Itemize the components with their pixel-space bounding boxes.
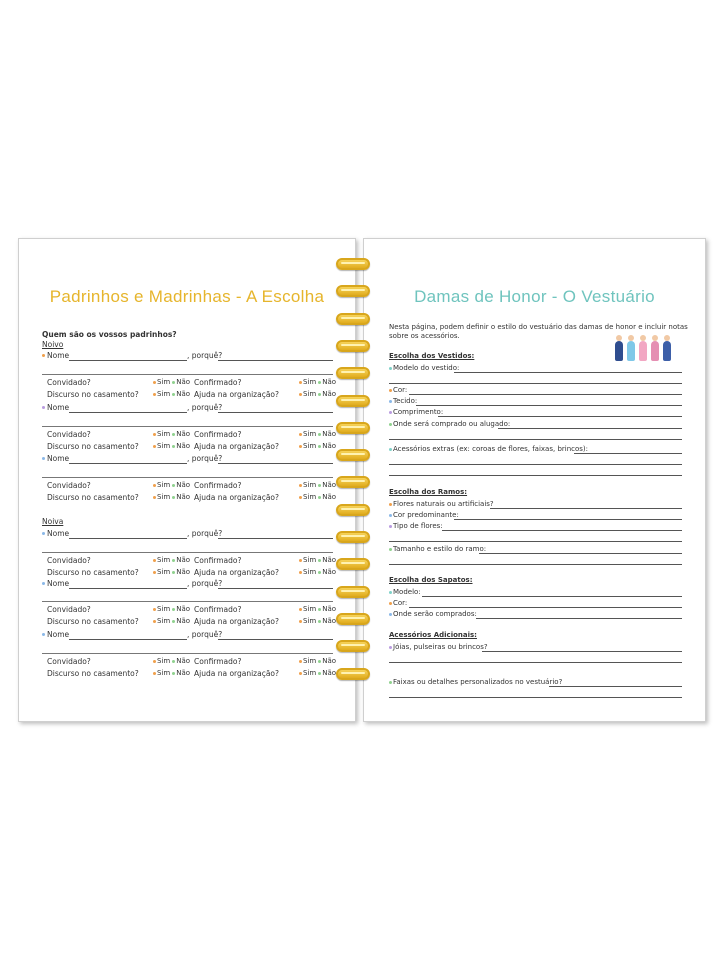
convidado-options	[153, 556, 190, 565]
dress-icon	[615, 341, 623, 361]
confirmado-options	[299, 378, 336, 387]
radio-icon[interactable]	[153, 445, 156, 448]
radio-icon[interactable]	[172, 393, 175, 396]
discurso-label: Discurso no casamento?	[47, 390, 139, 399]
sim-option[interactable]: Sim	[303, 568, 317, 576]
radio-icon[interactable]	[299, 381, 302, 384]
radio-icon[interactable]	[172, 445, 175, 448]
discurso-label: Discurso no casamento?	[47, 617, 139, 626]
confirmado-label: Confirmado?	[194, 481, 242, 490]
nao-option[interactable]: Não	[176, 617, 191, 625]
radio-icon[interactable]	[318, 559, 321, 562]
discurso-options	[153, 442, 190, 451]
radio-icon[interactable]	[172, 484, 175, 487]
item-bullet-icon	[389, 613, 392, 616]
input-line[interactable]	[442, 530, 682, 531]
sim-option[interactable]: Sim	[303, 556, 317, 564]
input-line[interactable]	[409, 607, 682, 608]
nao-option[interactable]: Não	[322, 657, 337, 665]
name-bullet-icon	[42, 406, 45, 409]
radio-icon[interactable]	[153, 496, 156, 499]
dress-icon	[639, 341, 647, 361]
separator-line	[42, 426, 333, 427]
spiral-ring-icon	[336, 449, 370, 461]
input-line[interactable]	[476, 618, 682, 619]
nao-option[interactable]: Não	[322, 481, 337, 489]
spiral-ring-icon	[336, 285, 370, 297]
radio-icon[interactable]	[172, 433, 175, 436]
field-label: Tipo de flores:	[393, 522, 443, 530]
radio-icon[interactable]	[299, 608, 302, 611]
convidado-options	[153, 430, 190, 439]
porque-field[interactable]	[218, 412, 333, 413]
radio-icon[interactable]	[318, 608, 321, 611]
porque-field[interactable]	[218, 360, 333, 361]
radio-icon[interactable]	[299, 496, 302, 499]
discurso-options	[153, 493, 190, 502]
sim-option[interactable]: Sim	[157, 481, 171, 489]
ajuda-options	[299, 568, 336, 577]
radio-icon[interactable]	[172, 620, 175, 623]
separator-line	[42, 374, 333, 375]
field-label: Cor predominante:	[393, 511, 459, 519]
confirmado-label: Confirmado?	[194, 378, 242, 387]
name-bullet-icon	[42, 633, 45, 636]
radio-icon[interactable]	[299, 660, 302, 663]
item-bullet-icon	[389, 591, 392, 594]
name-label: Nome	[47, 351, 70, 360]
radio-icon[interactable]	[172, 660, 175, 663]
spiral-ring-icon	[336, 640, 370, 652]
ajuda-label: Ajuda na organização?	[194, 442, 279, 451]
spiral-ring-icon	[336, 504, 370, 516]
input-line[interactable]	[389, 564, 682, 565]
spiral-ring-icon	[336, 613, 370, 625]
radio-icon[interactable]	[172, 559, 175, 562]
sim-option[interactable]: Sim	[303, 617, 317, 625]
confirmado-label: Confirmado?	[194, 657, 242, 666]
spiral-ring-icon	[336, 313, 370, 325]
item-bullet-icon	[389, 514, 392, 517]
name-field[interactable]	[69, 639, 187, 640]
ajuda-options	[299, 442, 336, 451]
discurso-options	[153, 568, 190, 577]
nao-option[interactable]: Não	[322, 378, 337, 386]
name-label: Nome	[47, 403, 70, 412]
acessorios-heading: Acessórios Adicionais:	[389, 631, 477, 639]
radio-icon[interactable]	[318, 496, 321, 499]
ajuda-label: Ajuda na organização?	[194, 390, 279, 399]
name-label: Nome	[47, 454, 70, 463]
radio-icon[interactable]	[153, 484, 156, 487]
spiral-ring-icon	[336, 586, 370, 598]
radio-icon[interactable]	[299, 433, 302, 436]
radio-icon[interactable]	[299, 571, 302, 574]
convidado-label: Convidado?	[47, 481, 91, 490]
input-line[interactable]	[389, 697, 682, 698]
spiral-ring-icon	[336, 258, 370, 270]
padrinhos-question: Quem são os vossos padrinhos?	[42, 330, 177, 339]
field-label: Flores naturais ou artificiais?	[393, 500, 494, 508]
sim-option[interactable]: Sim	[157, 669, 171, 677]
field-label: Comprimento:	[393, 408, 444, 416]
nao-option[interactable]: Não	[176, 556, 191, 564]
radio-icon[interactable]	[318, 433, 321, 436]
nao-option[interactable]: Não	[322, 568, 337, 576]
input-line[interactable]	[389, 464, 682, 465]
field-label: Modelo:	[393, 588, 421, 596]
separator-line	[42, 653, 333, 654]
dress-icon	[663, 341, 671, 361]
radio-icon[interactable]	[318, 445, 321, 448]
name-field[interactable]	[69, 360, 187, 361]
spiral-ring-icon	[336, 395, 370, 407]
porque-field[interactable]	[218, 538, 333, 539]
confirmado-options	[299, 556, 336, 565]
sim-option[interactable]: Sim	[157, 556, 171, 564]
sim-option[interactable]: Sim	[303, 378, 317, 386]
radio-icon[interactable]	[299, 445, 302, 448]
separator-line	[42, 601, 333, 602]
item-bullet-icon	[389, 411, 392, 414]
vestidos-heading: Escolha dos Vestidos:	[389, 352, 475, 360]
group-heading-noivo: Noivo	[42, 340, 64, 349]
nao-option[interactable]: Não	[322, 669, 337, 677]
convidado-label: Convidado?	[47, 430, 91, 439]
ajuda-label: Ajuda na organização?	[194, 493, 279, 502]
item-bullet-icon	[389, 367, 392, 370]
nao-option[interactable]: Não	[322, 430, 337, 438]
discurso-label: Discurso no casamento?	[47, 442, 139, 451]
input-line[interactable]	[389, 383, 682, 384]
radio-icon[interactable]	[318, 672, 321, 675]
sim-option[interactable]: Sim	[157, 568, 171, 576]
sapatos-heading: Escolha dos Sapatos:	[389, 576, 473, 584]
nao-option[interactable]: Não	[176, 481, 191, 489]
discurso-options	[153, 669, 190, 678]
dress-icon	[651, 341, 659, 361]
nao-option[interactable]: Não	[322, 605, 337, 613]
input-line[interactable]	[549, 686, 682, 687]
sim-option[interactable]: Sim	[157, 657, 171, 665]
input-line[interactable]	[409, 394, 682, 395]
radio-icon[interactable]	[172, 672, 175, 675]
radio-icon[interactable]	[153, 559, 156, 562]
group-heading-noiva: Noiva	[42, 517, 64, 526]
name-bullet-icon	[42, 582, 45, 585]
radio-icon[interactable]	[318, 660, 321, 663]
radio-icon[interactable]	[172, 608, 175, 611]
sim-option[interactable]: Sim	[303, 669, 317, 677]
spiral-ring-icon	[336, 531, 370, 543]
item-bullet-icon	[389, 503, 392, 506]
name-label: Nome	[47, 529, 70, 538]
sim-option[interactable]: Sim	[303, 493, 317, 501]
name-field[interactable]	[69, 412, 187, 413]
input-line[interactable]	[438, 416, 682, 417]
porque-label: , porquê?	[187, 579, 223, 588]
item-bullet-icon	[389, 389, 392, 392]
sim-option[interactable]: Sim	[157, 493, 171, 501]
sim-option[interactable]: Sim	[303, 390, 317, 398]
radio-icon[interactable]	[153, 608, 156, 611]
item-bullet-icon	[389, 681, 392, 684]
radio-icon[interactable]	[299, 620, 302, 623]
name-label: Nome	[47, 630, 70, 639]
item-bullet-icon	[389, 448, 392, 451]
porque-label: , porquê?	[187, 529, 223, 538]
dress-icon	[627, 341, 635, 361]
right-page-title: Damas de Honor - O Vestuário	[414, 287, 655, 306]
radio-icon[interactable]	[318, 484, 321, 487]
convidado-options	[153, 481, 190, 490]
ajuda-options	[299, 617, 336, 626]
name-field[interactable]	[69, 538, 187, 539]
input-line[interactable]	[422, 596, 682, 597]
name-bullet-icon	[42, 354, 45, 357]
input-line[interactable]	[416, 405, 682, 406]
radio-icon[interactable]	[318, 571, 321, 574]
field-label: Tecido:	[393, 397, 418, 405]
nao-option[interactable]: Não	[176, 390, 191, 398]
sim-option[interactable]: Sim	[157, 430, 171, 438]
input-line[interactable]	[454, 372, 682, 373]
ramos-heading: Escolha dos Ramos:	[389, 488, 468, 496]
convidado-label: Convidado?	[47, 556, 91, 565]
input-line[interactable]	[479, 553, 682, 554]
spiral-ring-icon	[336, 422, 370, 434]
input-line[interactable]	[482, 651, 682, 652]
radio-icon[interactable]	[318, 393, 321, 396]
radio-icon[interactable]	[172, 381, 175, 384]
item-bullet-icon	[389, 400, 392, 403]
field-label: Faixas ou detalhes personalizados no vestuário?	[393, 678, 563, 686]
radio-icon[interactable]	[153, 571, 156, 574]
nao-option[interactable]: Não	[176, 568, 191, 576]
bridesmaids-illustration	[614, 335, 676, 363]
separator-line	[42, 477, 333, 478]
ajuda-options	[299, 669, 336, 678]
name-field[interactable]	[69, 463, 187, 464]
radio-icon[interactable]	[299, 393, 302, 396]
convidado-options	[153, 378, 190, 387]
sim-option[interactable]: Sim	[157, 378, 171, 386]
input-line[interactable]	[389, 439, 682, 440]
input-line[interactable]	[454, 519, 682, 520]
left-page	[18, 238, 356, 722]
name-field[interactable]	[69, 588, 187, 589]
radio-icon[interactable]	[172, 496, 175, 499]
radio-icon[interactable]	[153, 620, 156, 623]
name-label: Nome	[47, 579, 70, 588]
field-label: Onde será comprado ou alugado:	[393, 420, 511, 428]
field-label: Jóias, pulseiras ou brincos?	[393, 643, 488, 651]
confirmado-options	[299, 430, 336, 439]
field-label: Tamanho e estilo do ramo:	[393, 545, 487, 553]
convidado-label: Convidado?	[47, 378, 91, 387]
confirmado-options	[299, 481, 336, 490]
radio-icon[interactable]	[318, 381, 321, 384]
input-line[interactable]	[574, 453, 682, 454]
nao-option[interactable]: Não	[176, 669, 191, 677]
nao-option[interactable]: Não	[176, 657, 191, 665]
confirmado-options	[299, 605, 336, 614]
spiral-ring-icon	[336, 367, 370, 379]
radio-icon[interactable]	[153, 672, 156, 675]
discurso-label: Discurso no casamento?	[47, 568, 139, 577]
radio-icon[interactable]	[153, 660, 156, 663]
nao-option[interactable]: Não	[322, 617, 337, 625]
radio-icon[interactable]	[299, 484, 302, 487]
convidado-label: Convidado?	[47, 657, 91, 666]
porque-label: , porquê?	[187, 403, 223, 412]
porque-field[interactable]	[218, 463, 333, 464]
sim-option[interactable]: Sim	[303, 430, 317, 438]
ajuda-label: Ajuda na organização?	[194, 568, 279, 577]
discurso-options	[153, 617, 190, 626]
item-bullet-icon	[389, 548, 392, 551]
field-label: Cor:	[393, 386, 408, 394]
nao-option[interactable]: Não	[322, 556, 337, 564]
spiral-ring-icon	[336, 668, 370, 680]
nao-option[interactable]: Não	[176, 430, 191, 438]
sim-option[interactable]: Sim	[157, 605, 171, 613]
discurso-label: Discurso no casamento?	[47, 493, 139, 502]
sim-option[interactable]: Sim	[157, 617, 171, 625]
ajuda-options	[299, 493, 336, 502]
name-bullet-icon	[42, 532, 45, 535]
input-line[interactable]	[498, 428, 682, 429]
porque-field[interactable]	[218, 588, 333, 589]
discurso-options	[153, 390, 190, 399]
spiral-ring-icon	[336, 476, 370, 488]
nao-option[interactable]: Não	[322, 493, 337, 501]
porque-label: , porquê?	[187, 630, 223, 639]
input-line[interactable]	[490, 508, 682, 509]
separator-line	[42, 552, 333, 553]
nao-option[interactable]: Não	[176, 442, 191, 450]
input-line[interactable]	[389, 475, 682, 476]
spiral-ring-icon	[336, 558, 370, 570]
sim-option[interactable]: Sim	[303, 605, 317, 613]
name-bullet-icon	[42, 457, 45, 460]
field-label: Cor:	[393, 599, 408, 607]
item-bullet-icon	[389, 646, 392, 649]
field-label: Modelo do vestido:	[393, 364, 460, 372]
ajuda-label: Ajuda na organização?	[194, 617, 279, 626]
radio-icon[interactable]	[318, 620, 321, 623]
nao-option[interactable]: Não	[322, 390, 337, 398]
convidado-options	[153, 605, 190, 614]
input-line[interactable]	[389, 662, 682, 663]
porque-label: , porquê?	[187, 454, 223, 463]
nao-option[interactable]: Não	[322, 442, 337, 450]
radio-icon[interactable]	[153, 433, 156, 436]
item-bullet-icon	[389, 525, 392, 528]
radio-icon[interactable]	[299, 672, 302, 675]
porque-field[interactable]	[218, 639, 333, 640]
input-line[interactable]	[389, 541, 682, 542]
confirmado-label: Confirmado?	[194, 556, 242, 565]
intro-text: Nesta página, podem definir o estilo do vestuário das damas de honor e incluir notas sobre os acessórios.	[389, 323, 688, 340]
right-page	[363, 238, 706, 722]
sim-option[interactable]: Sim	[303, 657, 317, 665]
item-bullet-icon	[389, 423, 392, 426]
discurso-label: Discurso no casamento?	[47, 669, 139, 678]
nao-option[interactable]: Não	[176, 378, 191, 386]
confirmado-label: Confirmado?	[194, 430, 242, 439]
sim-option[interactable]: Sim	[157, 390, 171, 398]
sim-option[interactable]: Sim	[303, 481, 317, 489]
sim-option[interactable]: Sim	[157, 442, 171, 450]
radio-icon[interactable]	[172, 571, 175, 574]
spiral-ring-icon	[336, 340, 370, 352]
field-label: Acessórios extras (ex: coroas de flores, faixas, brincos):	[393, 445, 589, 453]
radio-icon[interactable]	[153, 393, 156, 396]
radio-icon[interactable]	[153, 381, 156, 384]
ajuda-label: Ajuda na organização?	[194, 669, 279, 678]
nao-option[interactable]: Não	[176, 493, 191, 501]
confirmado-label: Confirmado?	[194, 605, 242, 614]
ajuda-options	[299, 390, 336, 399]
nao-option[interactable]: Não	[176, 605, 191, 613]
item-bullet-icon	[389, 602, 392, 605]
left-page-title: Padrinhos e Madrinhas - A Escolha	[49, 287, 325, 306]
field-label: Onde serão comprados:	[393, 610, 477, 618]
convidado-label: Convidado?	[47, 605, 91, 614]
porque-label: , porquê?	[187, 351, 223, 360]
radio-icon[interactable]	[299, 559, 302, 562]
confirmado-options	[299, 657, 336, 666]
sim-option[interactable]: Sim	[303, 442, 317, 450]
convidado-options	[153, 657, 190, 666]
